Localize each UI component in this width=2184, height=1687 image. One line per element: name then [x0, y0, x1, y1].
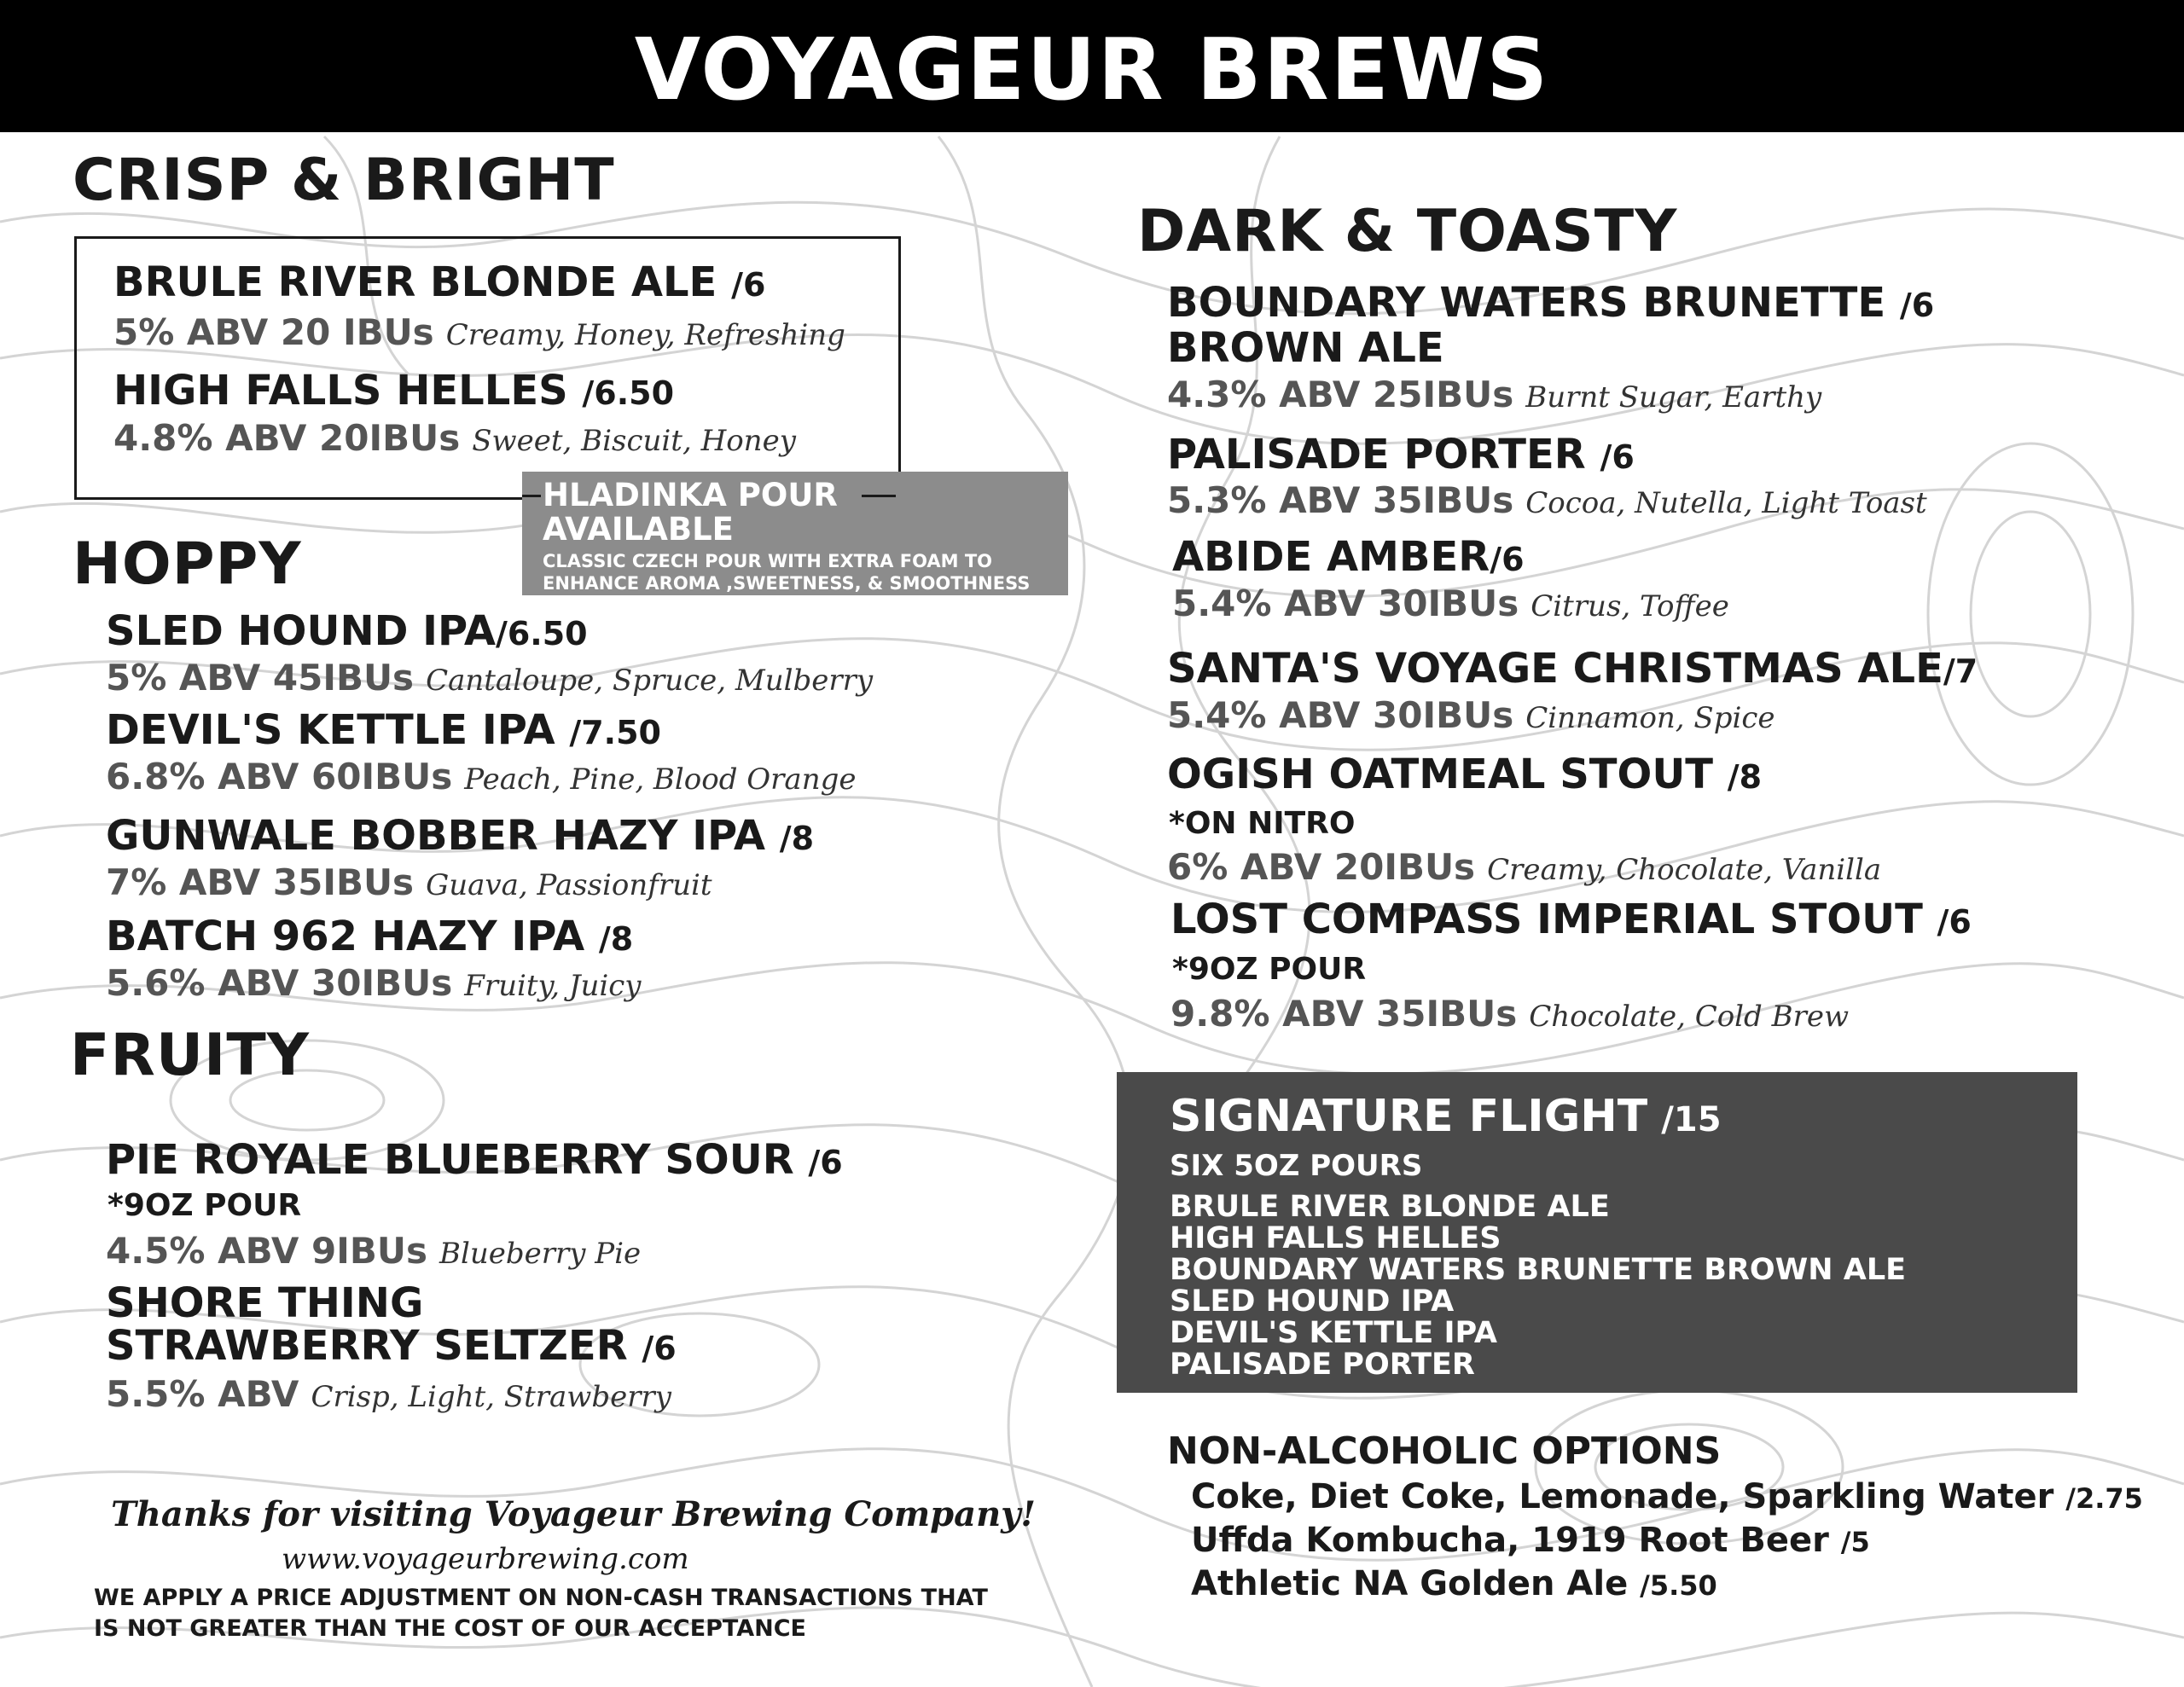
hladinka-desc-line: CLASSIC CZECH POUR WITH EXTRA FOAM TO: [543, 551, 992, 571]
section-title-crisp: CRISP & BRIGHT: [73, 147, 615, 214]
nonalc-price: /5.50: [1640, 1569, 1717, 1602]
beer-item: [1170, 896, 1972, 943]
beer-price: /6: [1600, 438, 1635, 476]
beer-item: [113, 367, 674, 415]
beer-stats-row: [106, 962, 642, 1004]
beer-item: [1167, 751, 1762, 798]
hladinka-callout: [522, 472, 1068, 595]
beer-item: [113, 258, 765, 306]
beer-subnote: *ON NITRO: [1169, 806, 1356, 841]
beer-item: [106, 706, 661, 754]
beer-name: PIE ROYALE BLUEBERRY SOUR: [106, 1136, 794, 1184]
beer-item: [106, 1322, 677, 1370]
beer-price: /6: [1899, 287, 1935, 324]
flight-item: SLED HOUND IPA: [1170, 1284, 1455, 1319]
beer-price: /6: [808, 1144, 843, 1181]
beer-notes: Blueberry Pie: [439, 1237, 642, 1271]
section-title-dark: DARK & TOASTY: [1137, 198, 1678, 265]
disclaimer-line: IS NOT GREATER THAN THE COST OF OUR ACCEPTANCE: [94, 1615, 806, 1642]
beer-price: /8: [598, 920, 634, 958]
hladinka-title-line: HLADINKA POUR: [543, 477, 838, 513]
beer-stats-row: [106, 756, 856, 797]
beer-stats-row: [106, 861, 712, 903]
beer-stats: 5.6% ABV 30IBUs: [106, 962, 453, 1004]
beer-stats: 4.8% ABV 20IBUs: [113, 417, 461, 459]
beer-stats: 4.3% ABV 25IBUs: [1167, 374, 1514, 415]
flight-title-row: [1170, 1091, 1722, 1142]
beer-stats: 4.5% ABV 9IBUs: [106, 1230, 428, 1272]
callout-line: [862, 495, 896, 497]
nonalc-name: Coke, Diet Coke, Lemonade, Sparkling Water: [1191, 1477, 2054, 1516]
nonalc-name: Uffda Kombucha, 1919 Root Beer: [1191, 1521, 1829, 1560]
beer-stats: 5.5% ABV: [106, 1373, 299, 1415]
beer-notes: Crisp, Light, Strawberry: [311, 1380, 671, 1414]
beer-name-line: BROWN ALE: [1167, 324, 1444, 372]
beer-notes: Cantaloupe, Spruce, Mulberry: [426, 664, 874, 698]
nonalc-title: NON-ALCOHOLIC OPTIONS: [1167, 1429, 1722, 1473]
beer-item: [106, 913, 633, 960]
flight-item: DEVIL'S KETTLE IPA: [1170, 1316, 1498, 1350]
beer-stats-row: [113, 417, 796, 459]
beer-notes: Guava, Passionfruit: [426, 868, 712, 902]
nonalc-price: /5: [1840, 1526, 1870, 1558]
beer-stats: 6.8% ABV 60IBUs: [106, 756, 453, 797]
menu-title: VOYAGEUR BREWS: [634, 20, 1550, 119]
beer-name: OGISH OATMEAL STOUT: [1167, 751, 1714, 798]
beer-stats: 7% ABV 35IBUs: [106, 861, 415, 903]
flight-item: BOUNDARY WATERS BRUNETTE BROWN ALE: [1170, 1253, 1907, 1287]
beer-stats: 6% ABV 20IBUs: [1167, 846, 1476, 888]
beer-notes: Chocolate, Cold Brew: [1529, 1000, 1850, 1034]
beer-stats-row: [106, 1373, 671, 1415]
beer-notes: Peach, Pine, Blood Orange: [464, 762, 857, 797]
beer-stats-row: [1167, 846, 1881, 888]
beer-item: [1167, 431, 1635, 478]
beer-price: /6.50: [582, 374, 675, 412]
nonalc-item: [1191, 1521, 1870, 1560]
beer-name: DEVIL'S KETTLE IPA: [106, 706, 555, 754]
beer-name: BATCH 962 HAZY IPA: [106, 913, 585, 960]
beer-stats: 5% ABV 20 IBUs: [113, 311, 434, 353]
hladinka-desc-line: ENHANCE AROMA ,SWEETNESS, & SMOOTHNESS: [543, 573, 1031, 594]
flight-list: [1170, 1191, 1906, 1381]
beer-price: /8: [779, 820, 815, 857]
flight-item: BRULE RIVER BLONDE ALE: [1170, 1190, 1610, 1224]
beer-notes: Creamy, Chocolate, Vanilla: [1487, 853, 1882, 887]
beer-stats-row: [1167, 694, 1775, 736]
signature-flight-box: [1117, 1072, 2077, 1393]
hladinka-title: [543, 478, 838, 547]
beer-notes: Burnt Sugar, Earthy: [1525, 380, 1822, 415]
beer-price: /6.50: [495, 615, 588, 652]
disclaimer: [94, 1583, 988, 1644]
beer-price: /6: [731, 266, 766, 304]
beer-stats-row: [1167, 374, 1821, 415]
beer-name: SLED HOUND IPA: [106, 607, 496, 655]
beer-name-line: SHORE THING: [106, 1279, 424, 1327]
beer-stats: 5.3% ABV 35IBUs: [1167, 479, 1514, 521]
callout-line: [522, 495, 541, 497]
beer-name: PALISADE PORTER: [1167, 431, 1586, 478]
beer-item: [1172, 533, 1525, 581]
beer-name: HIGH FALLS HELLES: [113, 367, 568, 415]
beer-notes: Fruity, Juicy: [464, 969, 642, 1003]
menu-header: [0, 0, 2184, 132]
beer-name: GUNWALE BOBBER HAZY IPA: [106, 812, 765, 860]
beer-price: /7: [1943, 652, 1978, 690]
beer-name: BOUNDARY WATERS BRUNETTE: [1167, 279, 1886, 327]
beer-item: [1167, 279, 1934, 327]
hladinka-title-line: AVAILABLE: [543, 511, 734, 548]
beer-item: [106, 1136, 843, 1184]
disclaimer-line: WE APPLY A PRICE ADJUSTMENT ON NON-CASH TRANSACTIONS THAT: [94, 1585, 988, 1611]
beer-notes: Creamy, Honey, Refreshing: [445, 318, 845, 352]
beer-stats: 5% ABV 45IBUs: [106, 657, 415, 699]
beer-stats: 9.8% ABV 35IBUs: [1170, 993, 1518, 1035]
flight-title: SIGNATURE FLIGHT: [1170, 1091, 1648, 1142]
nonalc-item: [1191, 1477, 2143, 1516]
beer-stats-row: [1172, 583, 1729, 624]
beer-item: [106, 812, 814, 860]
nonalc-name: Athletic NA Golden Ale: [1191, 1564, 1629, 1603]
beer-name: LOST COMPASS IMPERIAL STOUT: [1170, 896, 1923, 943]
hladinka-description: [543, 550, 1030, 594]
beer-price: /7.50: [569, 714, 661, 751]
nonalc-price: /2.75: [2065, 1482, 2143, 1515]
beer-stats-row: [106, 1230, 641, 1272]
thanks-message: Thanks for visiting Voyageur Brewing Company!: [111, 1494, 1036, 1534]
beer-notes: Sweet, Biscuit, Honey: [472, 424, 796, 458]
flight-price: /15: [1661, 1100, 1722, 1139]
beer-name: ABIDE AMBER: [1172, 533, 1490, 581]
beer-stats-row: [1170, 993, 1849, 1035]
beer-item: [1167, 645, 1978, 693]
beer-name: BRULE RIVER BLONDE ALE: [113, 258, 717, 306]
beer-notes: Cocoa, Nutella, Light Toast: [1525, 486, 1927, 520]
beer-subnote: *9OZ POUR: [107, 1188, 302, 1223]
beer-price: /6: [642, 1330, 677, 1367]
beer-notes: Cinnamon, Spice: [1525, 701, 1775, 735]
beer-notes: Citrus, Toffee: [1531, 589, 1729, 623]
website-link[interactable]: www.voyageurbrewing.com: [282, 1542, 689, 1576]
beer-name: STRAWBERRY SELTZER: [106, 1322, 628, 1370]
beer-stats: 5.4% ABV 30IBUs: [1172, 583, 1519, 624]
beer-stats-row: [1167, 479, 1927, 521]
nonalc-item: [1191, 1564, 1717, 1603]
beer-price: /6: [1937, 903, 1972, 941]
beer-subnote: *9OZ POUR: [1172, 952, 1367, 987]
beer-item: [106, 607, 588, 655]
beer-price: /8: [1727, 758, 1763, 796]
beer-stats-row: [113, 311, 845, 353]
section-title-fruity: FRUITY: [70, 1022, 310, 1089]
beer-stats-row: [106, 657, 873, 699]
beer-stats: 5.4% ABV 30IBUs: [1167, 694, 1514, 736]
beer-price: /6: [1490, 541, 1525, 578]
flight-item: HIGH FALLS HELLES: [1170, 1221, 1502, 1255]
beer-name: SANTA'S VOYAGE CHRISTMAS ALE: [1167, 645, 1943, 693]
section-title-hoppy: HOPPY: [73, 530, 302, 598]
flight-subtitle: SIX 5OZ POURS: [1170, 1149, 1423, 1183]
flight-item: PALISADE PORTER: [1170, 1348, 1475, 1382]
